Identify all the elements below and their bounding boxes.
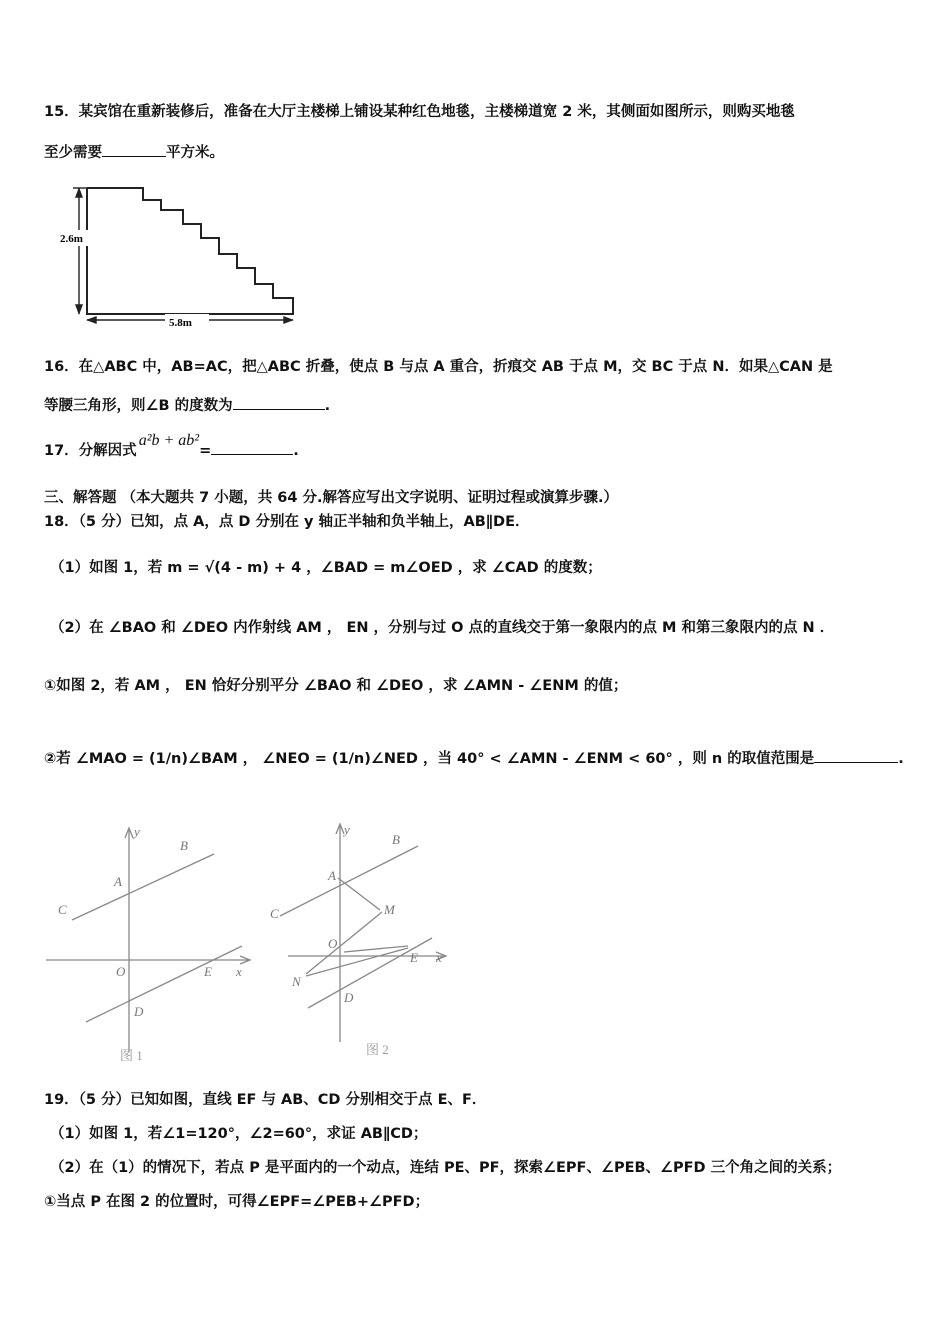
fig1-label-d: D (134, 1004, 144, 1019)
q16-line2-pre: 等腰三角形，则∠B 的度数为 (44, 398, 233, 414)
q17-line (44, 432, 299, 461)
q18-part3: ①如图 2，若 AM ， EN 恰好分别平分 ∠BAO 和 ∠DEO ，求 ∠AMN - ∠ENM 的值； (44, 678, 628, 694)
fig1-label-o: O (116, 964, 126, 979)
q17-pre: 17．分解因式 (44, 443, 137, 459)
q18-part2: （2）在 ∠BAO 和 ∠DEO 内作射线 AM ， EN ，分别与过 O 点的直线交于第一象限内的点 M 和第三象限内的点 N ． (50, 620, 835, 636)
q17-equals: = (199, 443, 212, 459)
fig2-label-x: x (436, 950, 442, 965)
fig1-label-b: B (180, 838, 188, 853)
q19-line1: 19．（5 分）已知如图，直线 EF 与 AB、CD 分别相交于点 E、F． (44, 1092, 487, 1108)
figure-1 (44, 822, 259, 1067)
q15-line2 (44, 142, 224, 163)
q16-answer-blank (233, 395, 325, 410)
fig2-label-e: E (410, 950, 418, 965)
q18-part4-pre: ②若 ∠MAO = (1/n)∠BAM ， ∠NEO = (1/n)∠NED ，当 40° < ∠AMN - ∠ENM < 60° ，则 n 的取值范围是 (44, 751, 815, 767)
fig1-line-cb (72, 854, 214, 920)
staircase-figure (55, 180, 305, 332)
fig2-label-a: A (328, 868, 336, 883)
fig2-label-b: B (392, 832, 400, 847)
figure-2 (258, 822, 458, 1067)
q17-expression: a²b + ab² (138, 432, 200, 449)
q15-line2-post: 平方米。 (166, 145, 224, 161)
fig1-label-e: E (204, 964, 212, 979)
q16-line2 (44, 395, 330, 416)
fig1-line-de (86, 946, 242, 1022)
fig2-label-m: M (384, 902, 395, 917)
q19-line4: ①当点 P 在图 2 的位置时，可得∠EPF=∠PEB+∠PFD； (44, 1194, 430, 1210)
height-dimension (73, 188, 87, 314)
fig1-label-x: x (236, 964, 242, 979)
fig2-label-n: N (292, 974, 301, 989)
q18-line1: 18．（5 分）已知，点 A，点 D 分别在 y 轴正半轴和负半轴上，AB∥DE． (44, 514, 530, 530)
section3-title: 三、解答题 （本大题共 7 小题，共 64 分.解答应写出文字说明、证明过程或演算步骤.） (44, 490, 619, 506)
fig2-caption: 图 2 (366, 1042, 389, 1057)
fig2-label-y: y (344, 822, 350, 837)
q15-answer-blank (102, 142, 166, 157)
q15-line1: 15．某宾馆在重新装修后，准备在大厅主楼梯上铺设某种红色地毯，主楼梯道宽 2 米，其侧面如图所示，则购买地毯 (44, 104, 795, 120)
q16-line2-post: . (324, 398, 331, 414)
fig1-label-y: y (134, 824, 140, 839)
q17-post: . (293, 443, 299, 459)
q19-line3: （2）在（1）的情况下，若点 P 是平面内的一个动点，连结 PE、PF，探索∠EPF、∠PEB、∠PFD 三个角之间的关系； (50, 1160, 842, 1176)
q15-line2-pre: 至少需要 (44, 145, 102, 161)
q16-line1: 16．在△ABC 中，AB=AC，把△ABC 折叠，使点 B 与点 A 重合，折痕交 AB 于点 M，交 BC 于点 N．如果△CAN 是 (44, 359, 833, 375)
fig2-label-c: C (270, 906, 279, 921)
fig2-ray-am (338, 878, 380, 910)
fig2-label-d: D (344, 990, 354, 1005)
fig2-line-mn (306, 912, 382, 974)
q19-line2: （1）如图 1，若∠1=120°，∠2=60°，求证 AB∥CD； (50, 1126, 428, 1142)
q18-answer-blank (814, 748, 898, 763)
q18-part4-post: . (898, 751, 904, 767)
fig2-label-o: O (328, 936, 338, 951)
fig1-label-c: C (58, 902, 67, 917)
fig1-caption: 图 1 (120, 1048, 143, 1063)
fig1-label-a: A (114, 874, 122, 889)
width-label: 5.8m (169, 317, 192, 329)
fig2-line-cb (280, 846, 418, 916)
fig2-line-de (308, 938, 432, 1008)
staircase-outline (87, 188, 293, 314)
q17-answer-blank (211, 440, 293, 455)
q18-part4 (44, 748, 904, 769)
q18-part1: （1）如图 1，若 m = √(4 - m) + 4 ，∠BAD = m∠OED ，求 ∠CAD 的度数； (50, 560, 602, 576)
height-label: 2.6m (60, 233, 83, 245)
